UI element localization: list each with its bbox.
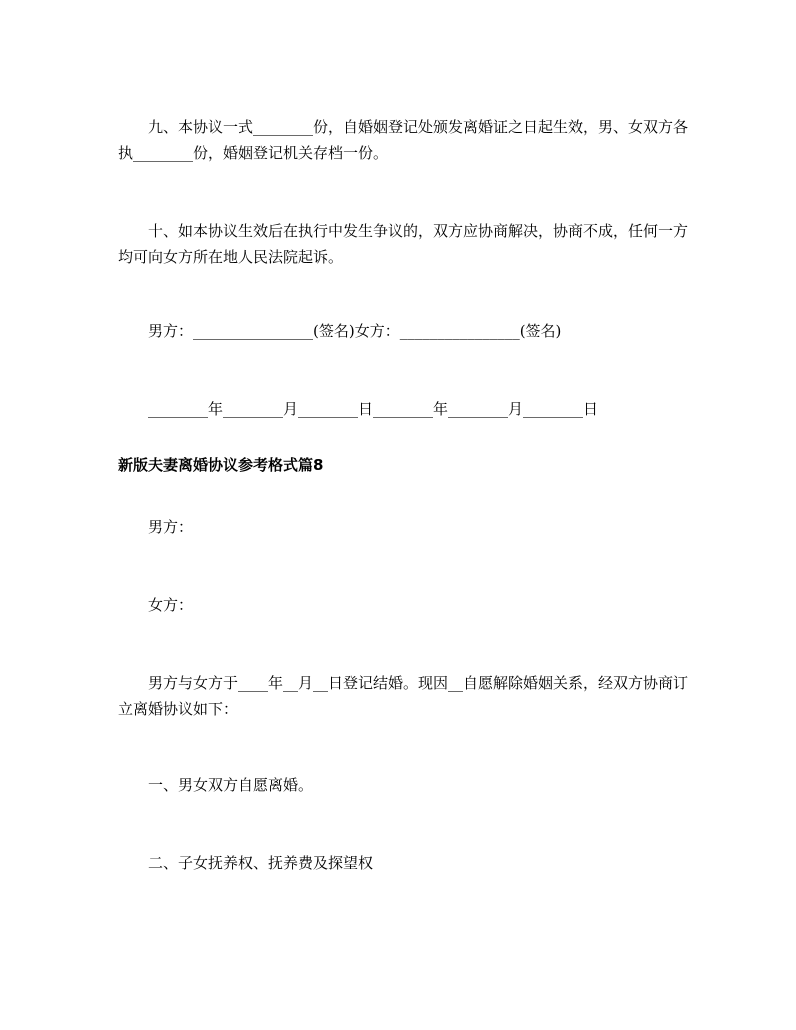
date-line: ________年________月________日________年________月________日 [148,400,599,418]
marriage-intro-paragraph: 男方与女方于____年__月__日登记结婚。现因__自愿解除婚姻关系，经双方协商订立离婚协议如下： [118,674,689,718]
male-party-label: 男方： [148,518,194,536]
item-2-text: 二、子女抚养权、抚养费及探望权 [148,854,374,872]
clause-9-paragraph: 九、本协议一式________份，自婚姻登记处颁发离婚证之日起生效，男、女双方各执________份，婚姻登记机关存档一份。 [118,118,689,162]
section-heading: 新版夫妻离婚协议参考格式篇8 [118,456,324,474]
female-party-label: 女方： [148,596,194,614]
clause-10-paragraph: 十、如本协议生效后在执行中发生争议的，双方应协商解决，协商不成，任何一方均可向女方所在地人民法院起诉。 [118,222,689,266]
item-1-text: 一、男女双方自愿离婚。 [148,776,314,794]
signature-line: 男方：________________(签名)女方：________________(签名) [148,322,562,340]
